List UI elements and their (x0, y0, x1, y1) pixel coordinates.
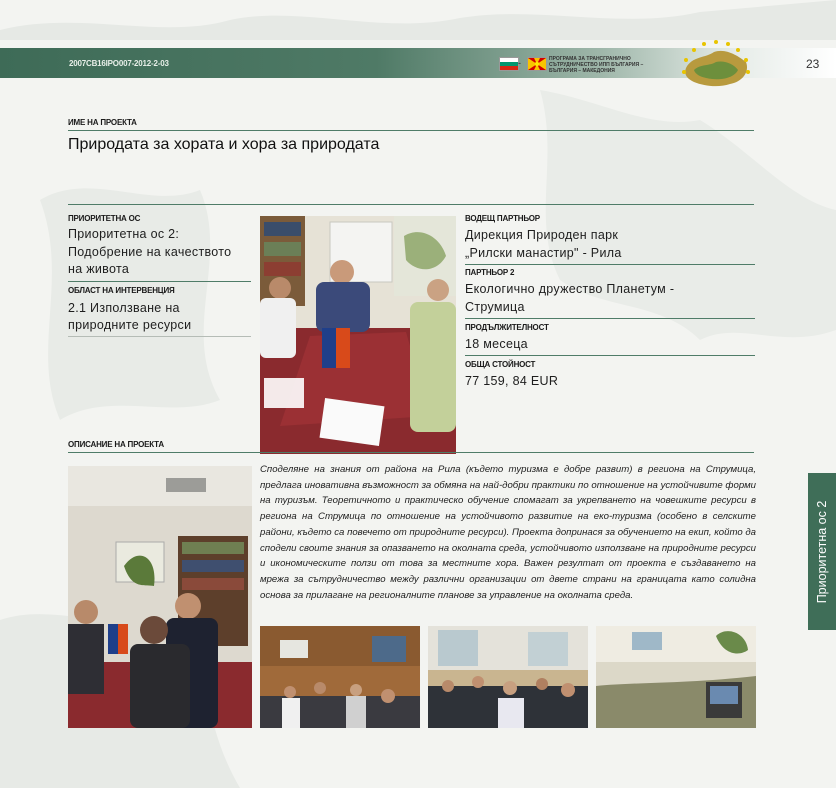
divider (465, 355, 755, 356)
event-photo-3 (596, 626, 756, 728)
partner2-value-line2: Струмица (465, 300, 525, 314)
priority-axis-value-line3: на живота (68, 262, 130, 276)
programme-title: ПРОГРАМА ЗА ТРАНСГРАНИЧНО СЪТРУДНИЧЕСТВО ИПП БЪЛГАРИЯ – БЪЛГАРИЯ – МАКЕДОНИЯ (549, 56, 644, 74)
partner2-value-line1: Екологично дружество Планетум - (465, 282, 675, 296)
divider (465, 318, 755, 319)
meeting-photo (260, 216, 456, 454)
divider (68, 281, 251, 282)
page-number: 23 (806, 57, 820, 71)
priority-axis-label: ПРИОРИТЕТНА ОС (68, 214, 141, 223)
bulgaria-flag-icon (499, 57, 519, 71)
office-meeting-photo (68, 466, 252, 728)
description-label: ОПИСАНИЕ НА ПРОЕКТА (68, 440, 164, 449)
total-cost-label: ОБЩА СТОЙНОСТ (465, 360, 536, 369)
priority-side-tab-label: Приоритетна ос 2 (815, 500, 829, 604)
macedonia-flag-icon (527, 57, 547, 71)
flag-separator: - (518, 58, 521, 68)
priority-axis-value-line2: Подобрение на качеството (68, 245, 232, 259)
euro-stars-map-logo-icon (676, 38, 756, 94)
project-description: Споделяне на знания от района на Рила (където туризма е добре развит) в региона на Струмица, предлага иновативна възможност за обмяна на най-добри практики по отношение на устойчивите форми на туризъм. Теоретичното и практическо обучение спомагат за укрепването на човешките ресурси в региона на Струмица по отношение на устойчивото развитие на еко-туризма (особено в селските райони, където са повечето от природните ресурси). Проекта допринася за обучението на екип, който да сподели своите знания за опазването на околната среда, устойчивото използване на природните ресурси и икономическите ползи от това за местните хора. Важен резултат от проекта е създаването на мрежа за сътрудничество между различни организации от двете страни на границата като солидна основа за прилагане на регионалните планове за управление на околната среда. (260, 464, 756, 601)
project-code: 2007CB16IPO007-2012-2-03 (69, 59, 169, 68)
divider (68, 452, 754, 453)
divider (465, 264, 755, 265)
project-title: Природата за хората и хора за природата (68, 136, 380, 153)
lead-partner-value-line2: „Рилски манастир" - Рила (465, 246, 622, 260)
event-photo-2 (428, 626, 588, 728)
duration-value: 18 месеца (465, 337, 528, 351)
partner2-label: ПАРТНЬОР 2 (465, 268, 515, 277)
total-cost-value: 77 159, 84 EUR (465, 374, 559, 388)
lead-partner-value-line1: Дирекция Природен парк (465, 228, 619, 242)
divider (68, 130, 754, 131)
duration-label: ПРОДЪЛЖИТЕЛНОСТ (465, 323, 549, 332)
lead-partner-label: ВОДЕЩ ПАРТНЬОР (465, 214, 540, 223)
divider (68, 336, 251, 337)
event-photo-1 (260, 626, 420, 728)
intervention-area-value-line1: 2.1 Използване на (68, 301, 180, 315)
project-name-label: ИМЕ НА ПРОЕКТА (68, 118, 137, 127)
intervention-area-value-line2: природните ресурси (68, 318, 192, 332)
priority-axis-value-line1: Приоритетна ос 2: (68, 227, 180, 241)
intervention-area-label: ОБЛАСТ НА ИНТЕРВЕНЦИЯ (68, 286, 175, 295)
divider (68, 204, 754, 205)
